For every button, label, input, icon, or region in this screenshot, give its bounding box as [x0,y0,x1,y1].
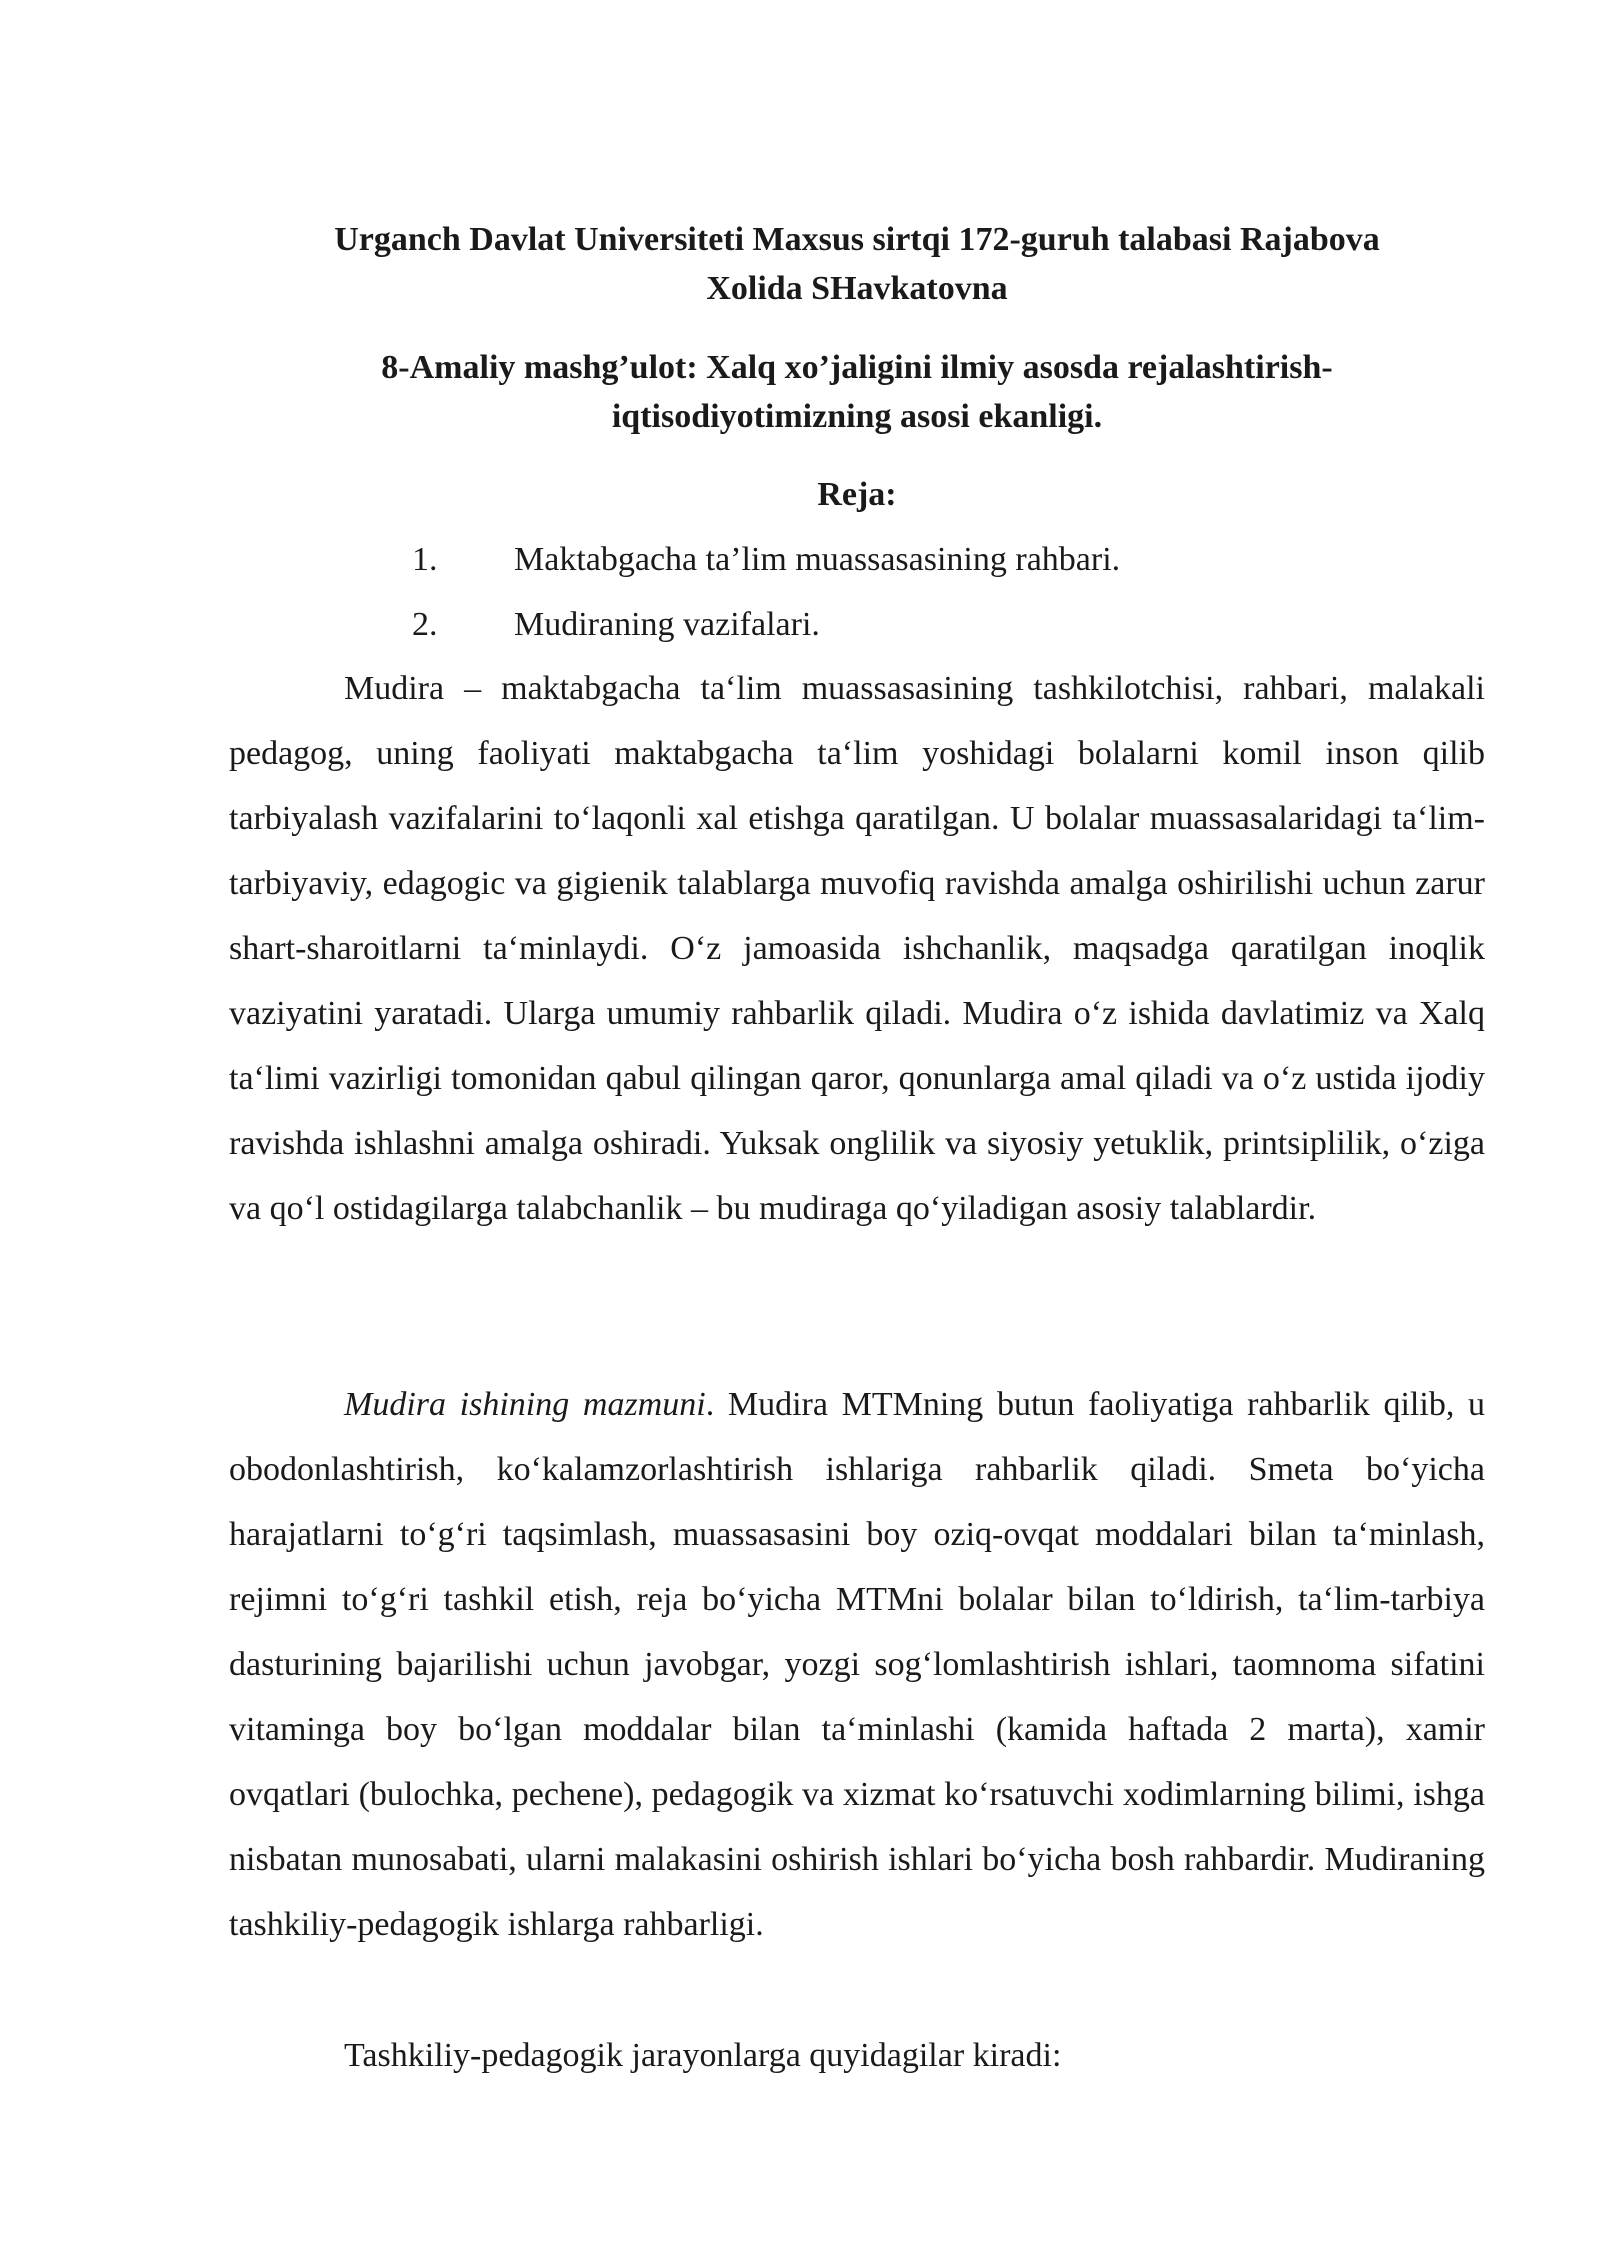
paragraph-lead-italic: Mudira ishining mazmuni [344,1386,706,1423]
lesson-title: 8-Amaliy mashg’ulot: Xalq xo’jaligini ilmiy asosda rejalashtirish- iqtisodiyotimizning asosi ekanligi. [381,349,1333,435]
paragraph-body: . Mudira MTMning butun faoliyatiga rahbarlik qilib, u obodonlashtirish, ko‘kalamzorlashtirish ishlariga rahbarlik qiladi. Smeta bo‘yicha harajatlarni to‘g‘ri taqsimlash, muassasasini boy oziq-ovqat moddalari bilan ta‘minlash, rejimni to‘g‘ri tashkil etish, reja bo‘yicha MTMni bolalar bilan to‘ldirish, ta‘lim-tarbiya dasturining bajarilishi uchun javobgar, yozgi sog‘lomlashtirish ishlari, taomnoma sifatini vitaminga boy bo‘lgan moddalar bilan ta‘minlashi (kamida haftada 2 marta), xamir ovqatlari (bulochka, pechene), pedagogik va xizmat ko‘rsatuvchi xodimlarning bilimi, ishga nisbatan munosabati, ularni malakasini oshirish ishlari bo‘yicha bosh rahbardir. Mudiraning tashkiliy-pedagogik ishlarga rahbarligi. [229,1386,1485,1943]
plan-item-number: 2. [412,606,438,643]
paragraph-mudira-duties [229,1372,1485,1957]
author-heading: Urganch Davlat Universiteti Maxsus sirtqi 172-guruh talabasi Rajabova Xolida SHavkatovna [334,221,1380,307]
plan-heading: Reja: [817,476,897,513]
plan-item-text: Maktabgacha ta’lim muassasasining rahbari. [514,541,1121,578]
plan-item-text: Mudiraning vazifalari. [514,606,820,643]
plan-item-number: 1. [412,541,438,578]
paragraph-processes: Tashkiliy-pedagogik jarayonlarga quyidagilar kiradi: [344,2037,1062,2074]
paragraph-mudira-role: Mudira – maktabgacha ta‘lim muassasasining tashkilotchisi, rahbari, malakali pedagog, uning faoliyati maktabgacha ta‘lim yoshidagi bolalarni komil inson qilib tarbiyalash vazifalarini to‘laqonli xal etishga qaratilgan. U bolalar muassasalaridagi ta‘lim-tarbiyaviy, edagogic va gigienik talablarga muvofiq ravishda amalga oshirilishi uchun zarur shart-sharoitlarni ta‘minlaydi. O‘z jamoasida ishchanlik, maqsadga qaratilgan inoqlik vaziyatini yaratadi. Ularga umumiy rahbarlik qiladi. Mudira o‘z ishida davlatimiz va Xalq ta‘limi vazirligi tomonidan qabul qilingan qaror, qonunlarga amal qiladi va o‘z ustida ijodiy ravishda ishlashni amalga oshiradi. Yuksak onglilik va siyosiy yetuklik, printsiplilik, o‘ziga va qo‘l ostidagilarga talabchanlik – bu mudiraga qo‘yiladigan asosiy talablardir. [229,670,1485,1227]
